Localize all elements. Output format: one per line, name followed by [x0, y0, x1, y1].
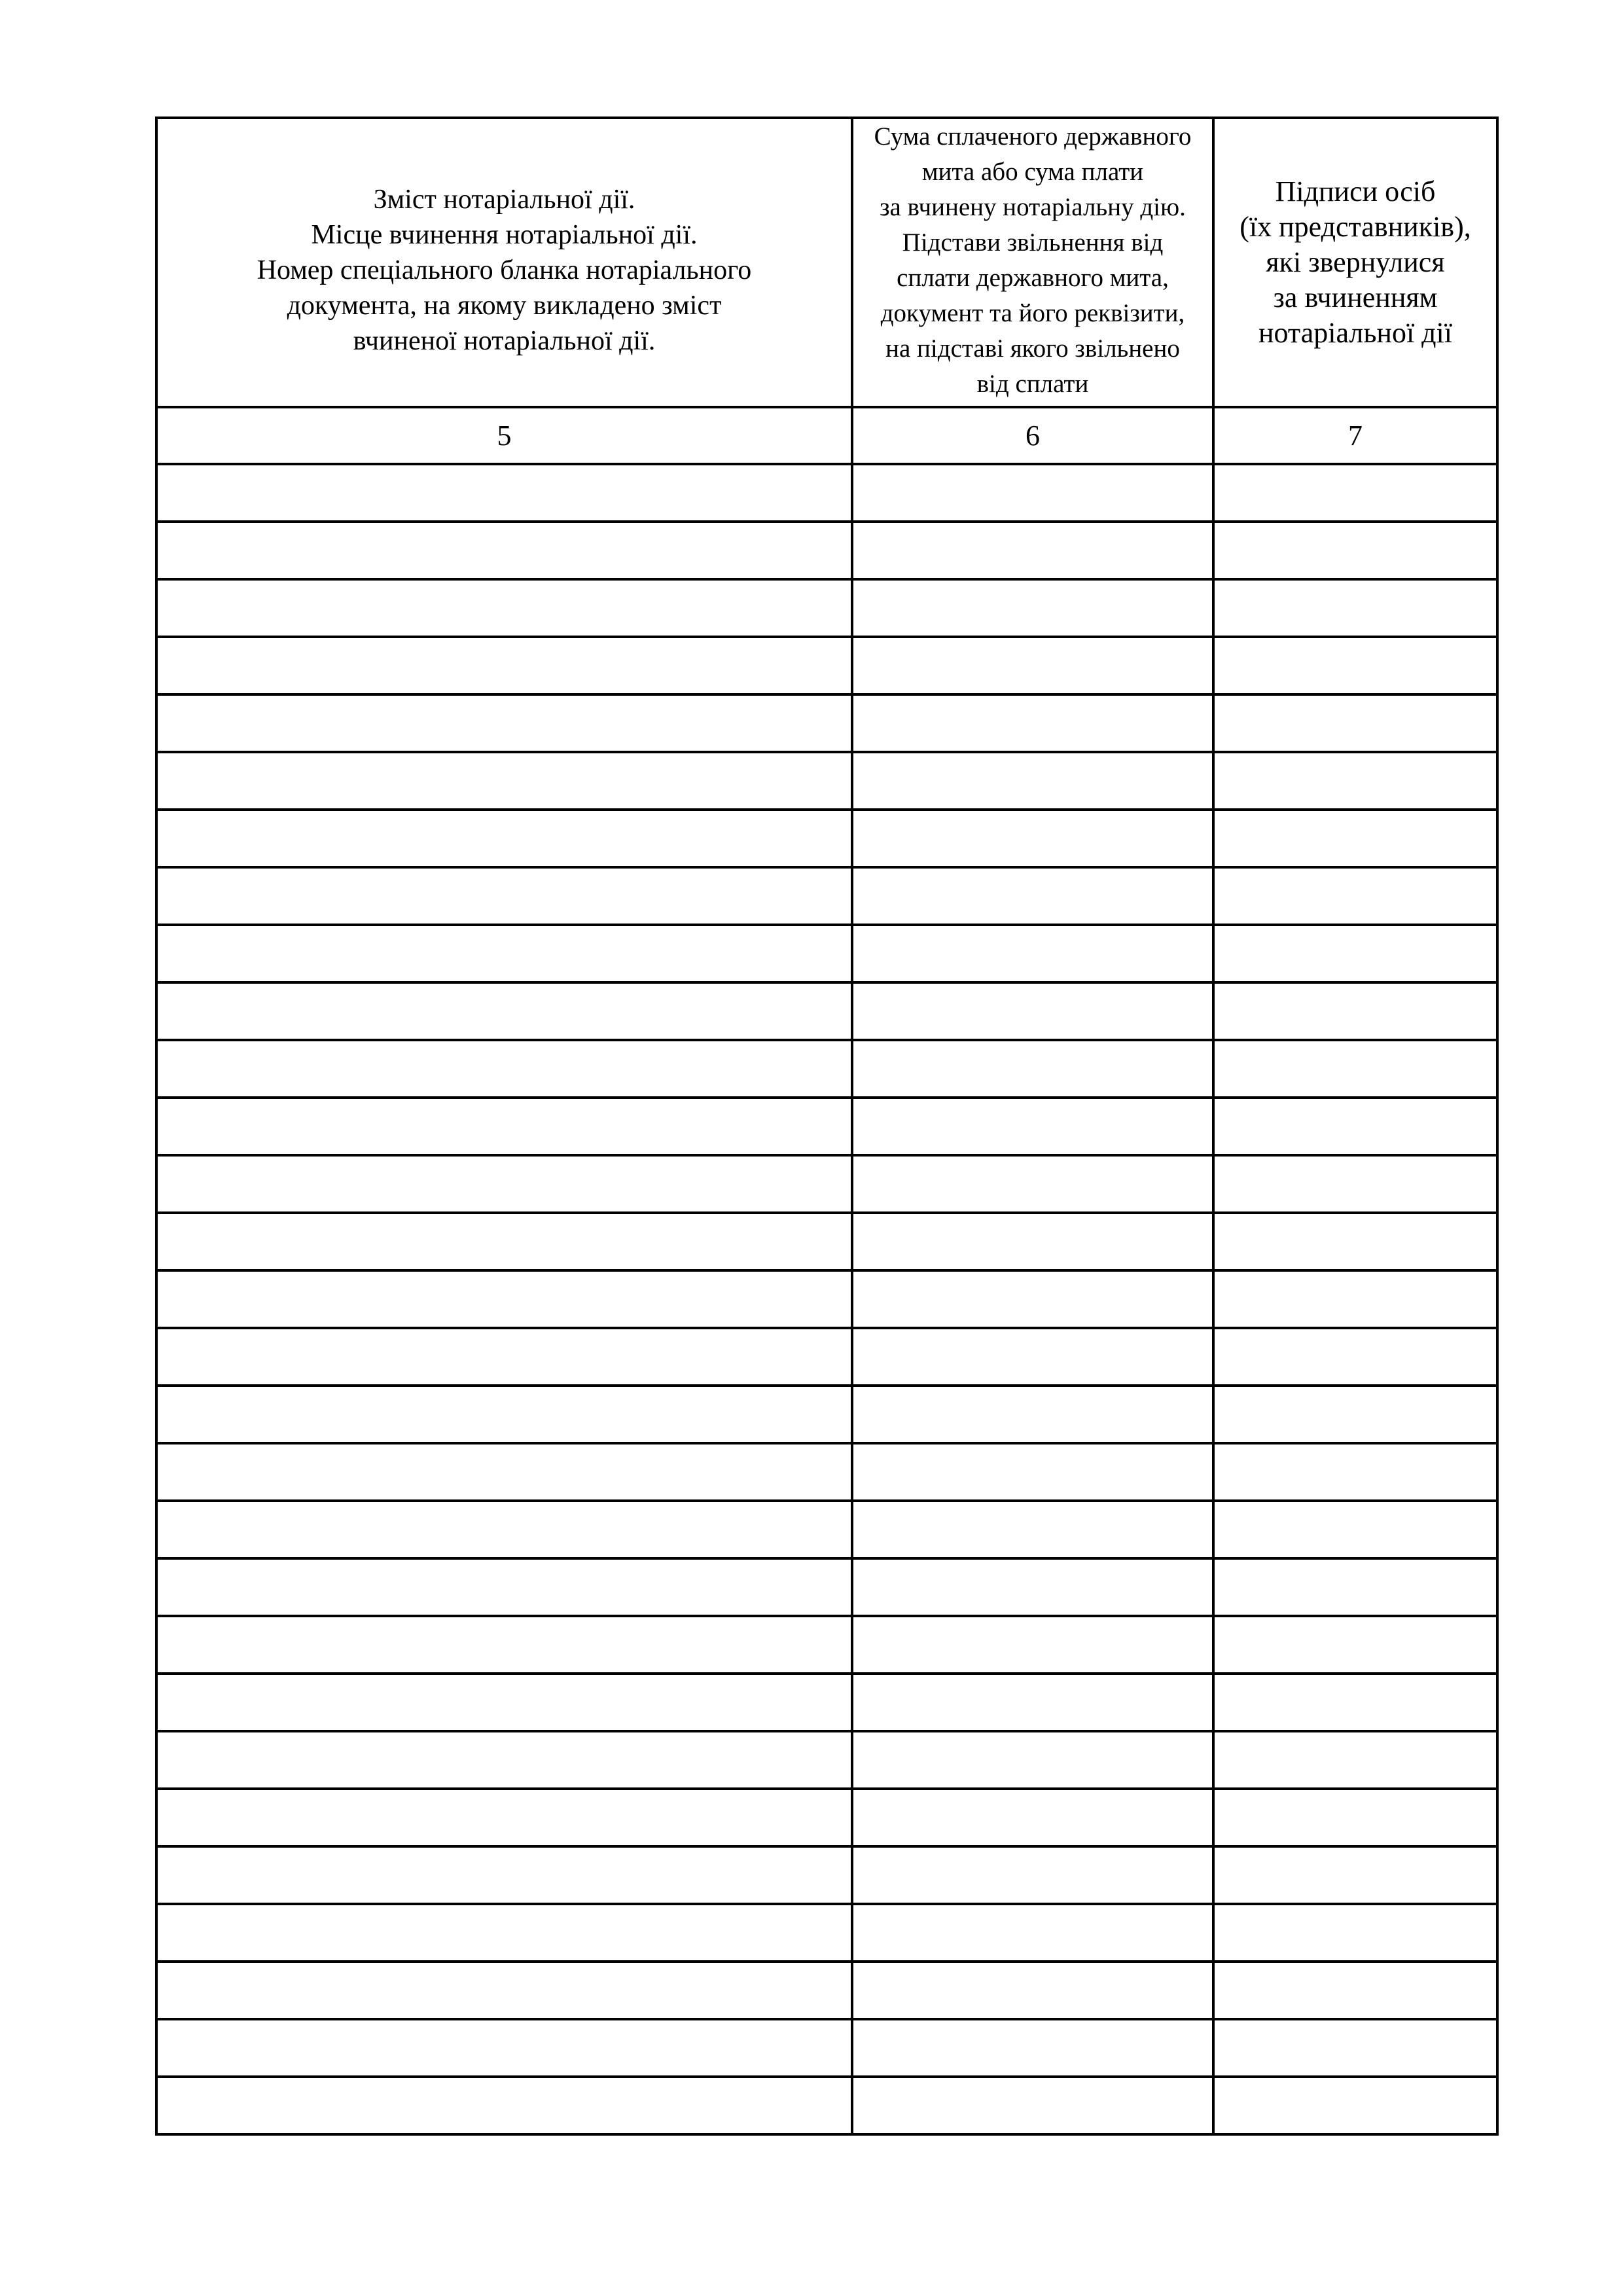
table-cell-state-duty-amount[interactable] — [852, 1270, 1213, 1328]
table-cell-notarial-act-content[interactable] — [156, 1674, 852, 1731]
table-row — [156, 1270, 1497, 1328]
table-cell-signatures[interactable] — [1213, 925, 1497, 982]
table-cell-signatures[interactable] — [1213, 1962, 1497, 2019]
table-cell-notarial-act-content[interactable] — [156, 1386, 852, 1443]
table-cell-state-duty-amount[interactable] — [852, 1213, 1213, 1270]
table-cell-signatures[interactable] — [1213, 867, 1497, 925]
column-number-row — [156, 407, 1497, 464]
table-cell-state-duty-amount[interactable] — [852, 1616, 1213, 1674]
table-cell-state-duty-amount[interactable] — [852, 982, 1213, 1040]
notarial-register-table — [155, 117, 1499, 2136]
table-cell-signatures[interactable] — [1213, 1616, 1497, 1674]
table-cell-signatures[interactable] — [1213, 1213, 1497, 1270]
table-header-row — [156, 118, 1497, 407]
table-cell-state-duty-amount[interactable] — [852, 1789, 1213, 1846]
table-row — [156, 1501, 1497, 1558]
table-row — [156, 982, 1497, 1040]
table-cell-notarial-act-content[interactable] — [156, 522, 852, 579]
table-cell-state-duty-amount[interactable] — [852, 637, 1213, 694]
table-cell-state-duty-amount[interactable] — [852, 1674, 1213, 1731]
table-cell-notarial-act-content[interactable] — [156, 752, 852, 810]
table-cell-signatures[interactable] — [1213, 522, 1497, 579]
table-row — [156, 1731, 1497, 1789]
table-cell-notarial-act-content[interactable] — [156, 579, 852, 637]
table-cell-signatures[interactable] — [1213, 1098, 1497, 1155]
table-cell-notarial-act-content[interactable] — [156, 925, 852, 982]
header-text-notarial-act-content: Зміст нотаріальної дії. Місце вчинення нотаріальної дії. Номер спеціального бланка нотаріального документа, на якому викладено зміст вчиненої нотаріальної дії. — [257, 185, 752, 356]
table-cell-state-duty-amount[interactable] — [852, 2019, 1213, 2077]
table-cell-signatures[interactable] — [1213, 1040, 1497, 1098]
table-row — [156, 752, 1497, 810]
table-cell-notarial-act-content[interactable] — [156, 1501, 852, 1558]
table-row — [156, 867, 1497, 925]
table-cell-state-duty-amount[interactable] — [852, 810, 1213, 867]
table-cell-state-duty-amount[interactable] — [852, 579, 1213, 637]
table-cell-state-duty-amount[interactable] — [852, 1962, 1213, 2019]
table-row — [156, 1558, 1497, 1616]
table-cell-state-duty-amount[interactable] — [852, 1328, 1213, 1386]
table-cell-notarial-act-content[interactable] — [156, 1213, 852, 1270]
table-cell-notarial-act-content[interactable] — [156, 1328, 852, 1386]
table-row — [156, 1616, 1497, 1674]
table-cell-notarial-act-content[interactable] — [156, 1731, 852, 1789]
table-cell-notarial-act-content[interactable] — [156, 2019, 852, 2077]
table-cell-signatures[interactable] — [1213, 1328, 1497, 1386]
table-cell-state-duty-amount[interactable] — [852, 1155, 1213, 1213]
table-cell-signatures[interactable] — [1213, 1270, 1497, 1328]
header-text-state-duty-amount: Сума сплаченого державного мита або сума плати за вчинену нотаріальну дію. Підстави звільнення від сплати державного мита, документ та його реквізити, на підставі якого звільнено від сплати — [874, 122, 1192, 398]
table-cell-state-duty-amount[interactable] — [852, 1501, 1213, 1558]
table-cell-signatures[interactable] — [1213, 982, 1497, 1040]
table-cell-signatures[interactable] — [1213, 752, 1497, 810]
table-row — [156, 579, 1497, 637]
table-cell-signatures[interactable] — [1213, 1846, 1497, 1904]
table-cell-notarial-act-content[interactable] — [156, 1904, 852, 1962]
table-row — [156, 1904, 1497, 1962]
header-cell-state-duty-amount — [852, 118, 1213, 407]
header-cell-notarial-act-content — [156, 118, 852, 407]
table-cell-state-duty-amount[interactable] — [852, 925, 1213, 982]
table-row — [156, 464, 1497, 522]
table-cell-state-duty-amount[interactable] — [852, 1443, 1213, 1501]
table-cell-signatures[interactable] — [1213, 1789, 1497, 1846]
table-cell-signatures[interactable] — [1213, 1501, 1497, 1558]
table-row — [156, 925, 1497, 982]
table-cell-notarial-act-content[interactable] — [156, 1616, 852, 1674]
table-row — [156, 1040, 1497, 1098]
table-cell-state-duty-amount[interactable] — [852, 1558, 1213, 1616]
table-row — [156, 1962, 1497, 2019]
table-cell-signatures[interactable] — [1213, 1155, 1497, 1213]
table-cell-notarial-act-content[interactable] — [156, 982, 852, 1040]
column-number-5: 5 — [156, 407, 852, 464]
table-row — [156, 1846, 1497, 1904]
table-cell-state-duty-amount[interactable] — [852, 464, 1213, 522]
table-row — [156, 694, 1497, 752]
table-cell-notarial-act-content[interactable] — [156, 1098, 852, 1155]
table-cell-state-duty-amount[interactable] — [852, 1386, 1213, 1443]
table-row — [156, 1328, 1497, 1386]
table-row — [156, 522, 1497, 579]
table-cell-signatures[interactable] — [1213, 1674, 1497, 1731]
column-number-7: 7 — [1213, 407, 1497, 464]
table-cell-signatures[interactable] — [1213, 1731, 1497, 1789]
table-cell-state-duty-amount[interactable] — [852, 1846, 1213, 1904]
table-cell-notarial-act-content[interactable] — [156, 637, 852, 694]
table-cell-notarial-act-content[interactable] — [156, 464, 852, 522]
table-cell-state-duty-amount[interactable] — [852, 1904, 1213, 1962]
table-row — [156, 1789, 1497, 1846]
table-cell-signatures[interactable] — [1213, 1904, 1497, 1962]
table-row — [156, 1674, 1497, 1731]
table-cell-signatures[interactable] — [1213, 1386, 1497, 1443]
table-row — [156, 1098, 1497, 1155]
column-number-6: 6 — [852, 407, 1213, 464]
table-cell-signatures[interactable] — [1213, 1443, 1497, 1501]
table-cell-signatures[interactable] — [1213, 694, 1497, 752]
table-cell-signatures[interactable] — [1213, 579, 1497, 637]
table-cell-signatures[interactable] — [1213, 810, 1497, 867]
table-cell-signatures[interactable] — [1213, 464, 1497, 522]
table-cell-state-duty-amount[interactable] — [852, 752, 1213, 810]
table-cell-notarial-act-content[interactable] — [156, 1270, 852, 1328]
table-cell-signatures[interactable] — [1213, 1558, 1497, 1616]
header-cell-signatures — [1213, 118, 1497, 407]
table-cell-signatures[interactable] — [1213, 2019, 1497, 2077]
table-row — [156, 2019, 1497, 2077]
table-row — [156, 637, 1497, 694]
table-cell-state-duty-amount[interactable] — [852, 2077, 1213, 2134]
table-cell-notarial-act-content[interactable] — [156, 2077, 852, 2134]
table-cell-notarial-act-content[interactable] — [156, 694, 852, 752]
table-cell-notarial-act-content[interactable] — [156, 1846, 852, 1904]
table-cell-notarial-act-content[interactable] — [156, 1558, 852, 1616]
table-cell-state-duty-amount[interactable] — [852, 522, 1213, 579]
table-cell-state-duty-amount[interactable] — [852, 1040, 1213, 1098]
table-cell-notarial-act-content[interactable] — [156, 1962, 852, 2019]
table-cell-notarial-act-content[interactable] — [156, 1443, 852, 1501]
table-cell-state-duty-amount[interactable] — [852, 1098, 1213, 1155]
table-cell-notarial-act-content[interactable] — [156, 810, 852, 867]
table-row — [156, 1443, 1497, 1501]
table-cell-notarial-act-content[interactable] — [156, 867, 852, 925]
table-row — [156, 1386, 1497, 1443]
table-row — [156, 1155, 1497, 1213]
table-row — [156, 810, 1497, 867]
table-cell-state-duty-amount[interactable] — [852, 694, 1213, 752]
table-cell-state-duty-amount[interactable] — [852, 867, 1213, 925]
table-cell-state-duty-amount[interactable] — [852, 1731, 1213, 1789]
table-cell-signatures[interactable] — [1213, 2077, 1497, 2134]
table-cell-signatures[interactable] — [1213, 637, 1497, 694]
header-text-signatures: Підписи осіб (їх представників), які звернулися за вчиненням нотаріальної дії — [1240, 175, 1471, 349]
table-row — [156, 1213, 1497, 1270]
table-cell-notarial-act-content[interactable] — [156, 1040, 852, 1098]
table-cell-notarial-act-content[interactable] — [156, 1789, 852, 1846]
table-row — [156, 2077, 1497, 2134]
table-cell-notarial-act-content[interactable] — [156, 1155, 852, 1213]
